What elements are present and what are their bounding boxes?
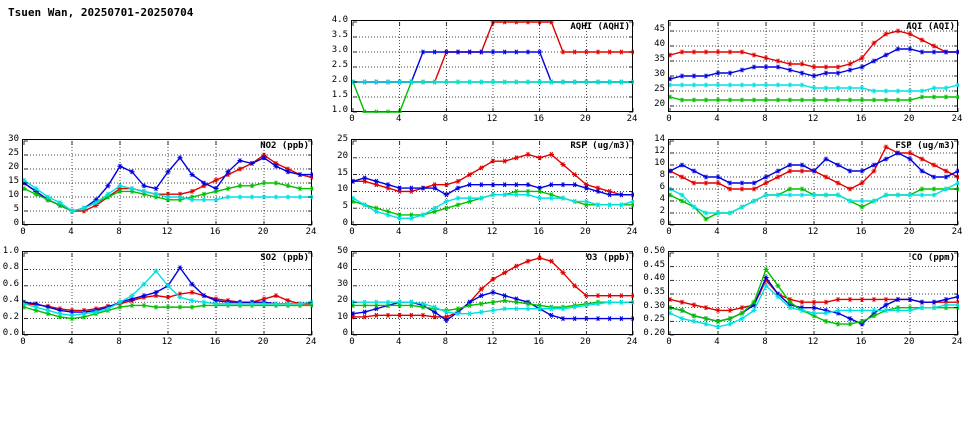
x-tick-label: 12 bbox=[807, 337, 819, 347]
x-tick-label: 24 bbox=[626, 227, 638, 237]
x-tick-label: 0 bbox=[666, 114, 672, 124]
y-tick-label: 0 bbox=[342, 328, 348, 338]
x-tick-label: 4 bbox=[395, 337, 402, 347]
y-tick-label: 0.40 bbox=[643, 273, 665, 284]
x-tick-label: 4 bbox=[395, 227, 402, 237]
y-tick-label: 0.50 bbox=[643, 246, 665, 256]
plot-area-o3 bbox=[351, 251, 633, 335]
y-tick-label: 0 bbox=[659, 218, 665, 228]
y-tick-label: 20 bbox=[337, 150, 348, 161]
plot-area-aqi bbox=[668, 20, 958, 112]
chart-panel-no2 bbox=[8, 134, 317, 243]
plot-area-no2 bbox=[22, 139, 312, 225]
plot-area-so2 bbox=[22, 251, 312, 335]
x-tick-label: 12 bbox=[486, 337, 498, 347]
x-tick-label: 20 bbox=[903, 337, 915, 347]
axis-ticks-o3 bbox=[352, 252, 634, 336]
y-tick-label: 45 bbox=[654, 24, 665, 34]
x-tick-label: 8 bbox=[116, 337, 122, 347]
y-tick-label: 30 bbox=[8, 134, 19, 144]
axis-ticks-so2 bbox=[23, 252, 313, 336]
x-tick-label: 0 bbox=[349, 337, 355, 347]
axis-ticks-rsp bbox=[352, 140, 634, 226]
chart-panel-aqi bbox=[654, 20, 963, 130]
x-tick-label: 16 bbox=[533, 114, 545, 124]
y-tick-label: 4 bbox=[659, 194, 665, 204]
y-tick-label: 0.2 bbox=[2, 311, 19, 322]
x-tick-label: 24 bbox=[626, 337, 638, 347]
x-tick-label: 16 bbox=[855, 337, 867, 347]
x-tick-label: 0 bbox=[349, 114, 355, 124]
x-tick-label: 12 bbox=[161, 227, 173, 237]
y-tick-label: 14 bbox=[654, 134, 665, 144]
y-tick-label: 0.8 bbox=[2, 262, 19, 273]
x-tick-label: 0 bbox=[20, 227, 26, 237]
x-tick-label: 16 bbox=[533, 337, 545, 347]
y-tick-label: 0 bbox=[13, 218, 19, 228]
x-tick-label: 24 bbox=[951, 114, 963, 124]
x-tick-label: 20 bbox=[903, 114, 915, 124]
x-tick-label: 20 bbox=[257, 227, 269, 237]
x-tick-label: 24 bbox=[626, 114, 638, 124]
axis-ticks-aqi bbox=[669, 21, 959, 113]
y-tick-label: 0.20 bbox=[643, 328, 665, 338]
y-tick-label: 30 bbox=[654, 69, 665, 79]
chart-title-no2: NO2 (ppb) bbox=[260, 141, 309, 151]
x-tick-label: 12 bbox=[807, 114, 819, 124]
y-tick-label: 20 bbox=[8, 162, 19, 172]
chart-panel-fsp bbox=[654, 134, 963, 243]
y-tick-label: 2.5 bbox=[331, 60, 348, 70]
x-tick-label: 8 bbox=[116, 227, 122, 237]
y-tick-label: 0.45 bbox=[643, 259, 665, 270]
x-tick-label: 24 bbox=[951, 337, 963, 347]
y-tick-label: 0.25 bbox=[643, 314, 665, 325]
x-tick-label: 24 bbox=[305, 227, 317, 237]
x-tick-label: 24 bbox=[305, 337, 317, 347]
x-tick-label: 12 bbox=[486, 227, 498, 237]
x-tick-label: 12 bbox=[486, 114, 498, 124]
plot-area-co bbox=[668, 251, 958, 335]
x-tick-label: 8 bbox=[762, 227, 768, 237]
x-tick-label: 8 bbox=[442, 337, 449, 347]
axis-ticks-aqhi bbox=[352, 21, 634, 113]
chart-panel-so2 bbox=[2, 246, 317, 353]
x-tick-label: 4 bbox=[714, 337, 720, 347]
y-tick-label: 0.30 bbox=[643, 300, 665, 311]
x-tick-label: 8 bbox=[762, 114, 768, 124]
chart-title-so2: SO2 (ppb) bbox=[260, 253, 309, 263]
x-tick-label: 16 bbox=[209, 337, 221, 347]
y-tick-label: 1.0 bbox=[2, 246, 19, 256]
axis-ticks-fsp bbox=[669, 140, 959, 226]
x-tick-label: 0 bbox=[20, 337, 26, 347]
chart-title-aqi: AQI (AQI) bbox=[906, 22, 955, 32]
plot-area-aqhi bbox=[351, 20, 633, 112]
y-tick-label: 10 bbox=[337, 311, 348, 322]
chart-title-fsp: FSP (ug/m3) bbox=[895, 141, 955, 151]
y-tick-label: 25 bbox=[8, 148, 19, 158]
x-tick-label: 20 bbox=[903, 227, 915, 237]
y-tick-label: 5 bbox=[13, 204, 19, 214]
y-tick-label: 12 bbox=[654, 146, 665, 156]
axis-ticks-no2 bbox=[23, 140, 313, 226]
chart-title-co: CO (ppm) bbox=[911, 253, 955, 263]
y-tick-label: 8 bbox=[659, 170, 665, 180]
chart-panel-rsp bbox=[337, 134, 638, 243]
y-tick-label: 10 bbox=[654, 158, 665, 168]
chart-panel-aqhi bbox=[331, 15, 638, 130]
x-tick-label: 16 bbox=[855, 227, 867, 237]
y-tick-label: 40 bbox=[337, 262, 348, 273]
x-tick-label: 16 bbox=[533, 227, 545, 237]
x-tick-label: 8 bbox=[762, 337, 768, 347]
x-tick-label: 0 bbox=[666, 227, 672, 237]
x-tick-label: 8 bbox=[442, 114, 449, 124]
y-tick-label: 25 bbox=[337, 134, 348, 144]
x-tick-label: 20 bbox=[579, 227, 591, 237]
x-tick-label: 20 bbox=[257, 337, 269, 347]
y-tick-label: 4.0 bbox=[331, 15, 348, 25]
x-tick-label: 16 bbox=[855, 114, 867, 124]
y-tick-label: 25 bbox=[654, 84, 665, 94]
y-tick-label: 0.35 bbox=[643, 287, 665, 297]
x-tick-label: 4 bbox=[714, 227, 720, 237]
page-title: Tsuen Wan, 20250701-20250704 bbox=[8, 6, 194, 19]
y-tick-label: 30 bbox=[337, 278, 348, 289]
chart-panel-o3 bbox=[337, 246, 638, 353]
y-tick-label: 10 bbox=[337, 184, 348, 195]
y-tick-label: 15 bbox=[337, 167, 348, 178]
chart-panel-co bbox=[643, 246, 963, 353]
x-tick-label: 4 bbox=[68, 337, 74, 347]
x-tick-label: 16 bbox=[209, 227, 221, 237]
y-tick-label: 35 bbox=[654, 54, 665, 64]
x-tick-label: 12 bbox=[807, 227, 819, 237]
y-tick-label: 1.5 bbox=[331, 90, 348, 100]
x-tick-label: 12 bbox=[161, 337, 173, 347]
y-tick-label: 20 bbox=[337, 295, 348, 306]
chart-title-aqhi: AQHI (AQHI) bbox=[570, 22, 630, 32]
y-tick-label: 6 bbox=[659, 182, 665, 192]
axis-ticks-co bbox=[669, 252, 959, 336]
y-tick-label: 20 bbox=[654, 99, 665, 109]
y-tick-label: 0 bbox=[342, 218, 348, 228]
y-tick-label: 3.0 bbox=[331, 45, 348, 55]
x-tick-label: 4 bbox=[68, 227, 74, 237]
plot-area-fsp bbox=[668, 139, 958, 225]
y-tick-label: 3.5 bbox=[331, 30, 348, 40]
x-tick-label: 20 bbox=[579, 114, 591, 124]
y-tick-label: 0.4 bbox=[2, 295, 19, 306]
x-tick-label: 8 bbox=[442, 227, 449, 237]
y-tick-label: 0.6 bbox=[2, 278, 19, 289]
x-tick-label: 4 bbox=[395, 114, 402, 124]
y-tick-label: 2 bbox=[659, 206, 665, 216]
x-tick-label: 24 bbox=[951, 227, 963, 237]
y-tick-label: 50 bbox=[337, 246, 348, 256]
x-tick-label: 20 bbox=[579, 337, 591, 347]
x-tick-label: 0 bbox=[666, 337, 672, 347]
y-tick-label: 0.0 bbox=[2, 328, 19, 338]
chart-title-o3: O3 (ppb) bbox=[586, 253, 630, 263]
y-tick-label: 1.0 bbox=[331, 105, 348, 115]
chart-title-rsp: RSP (ug/m3) bbox=[570, 141, 630, 151]
y-tick-label: 10 bbox=[8, 190, 19, 200]
x-tick-label: 4 bbox=[714, 114, 720, 124]
y-tick-label: 40 bbox=[654, 39, 665, 49]
y-tick-label: 15 bbox=[8, 176, 19, 186]
y-tick-label: 5 bbox=[342, 201, 348, 212]
x-tick-label: 0 bbox=[349, 227, 355, 237]
plot-area-rsp bbox=[351, 139, 633, 225]
y-tick-label: 2.0 bbox=[331, 75, 348, 85]
